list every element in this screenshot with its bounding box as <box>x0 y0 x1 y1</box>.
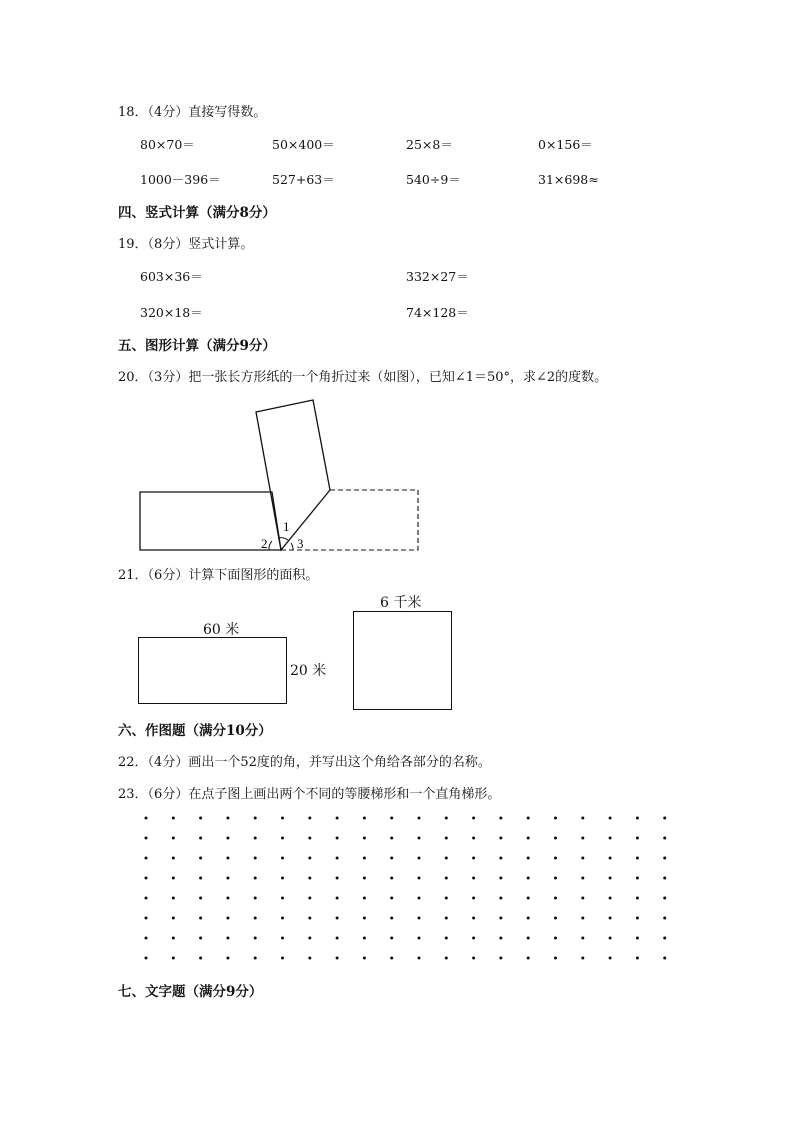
grid-dot <box>336 877 339 880</box>
section-5-heading: 五、图形计算（满分9分） <box>118 338 276 354</box>
grid-dot <box>472 877 475 880</box>
grid-dot <box>199 857 202 860</box>
grid-dot <box>581 937 584 940</box>
grid-dot <box>499 857 502 860</box>
grid-dot <box>390 837 393 840</box>
grid-dot <box>554 897 557 900</box>
q18-item: 1000－396＝ <box>140 172 221 187</box>
grid-dot <box>363 877 366 880</box>
grid-dot <box>226 917 229 920</box>
folded-flap <box>256 400 330 550</box>
grid-dot <box>472 817 475 820</box>
grid-dot <box>418 877 421 880</box>
grid-dot <box>609 857 612 860</box>
grid-dot <box>308 957 311 960</box>
grid-dot <box>418 917 421 920</box>
grid-dot <box>308 897 311 900</box>
grid-dot <box>554 817 557 820</box>
grid-dot <box>145 917 148 920</box>
grid-dot <box>363 957 366 960</box>
grid-dot <box>418 837 421 840</box>
grid-dot <box>527 957 530 960</box>
q18-item: 540÷9＝ <box>406 172 461 187</box>
grid-dot <box>226 817 229 820</box>
grid-dot <box>226 897 229 900</box>
grid-dot <box>199 917 202 920</box>
q20-title: 20．（3分）把一张长方形纸的一个角折过来（如图），已知∠1＝50°，求∠2的度数。 <box>118 370 608 385</box>
q18-item: 527+63＝ <box>272 172 335 187</box>
grid-dot <box>254 877 257 880</box>
grid-dot <box>527 877 530 880</box>
grid-dot <box>418 957 421 960</box>
grid-dot <box>254 857 257 860</box>
grid-dot <box>663 877 666 880</box>
rectangle-height-label: 20 米 <box>290 663 327 679</box>
grid-dot <box>281 817 284 820</box>
grid-dot <box>390 817 393 820</box>
grid-dot <box>663 857 666 860</box>
grid-dot <box>172 877 175 880</box>
grid-dot <box>472 897 475 900</box>
rectangle-shape <box>138 637 287 704</box>
grid-dot <box>418 857 421 860</box>
q19-title: 19．（8分）竖式计算。 <box>118 237 254 252</box>
grid-dot <box>663 937 666 940</box>
grid-dot <box>363 837 366 840</box>
grid-dot <box>445 837 448 840</box>
grid-dot <box>499 837 502 840</box>
grid-dot <box>609 937 612 940</box>
grid-dot <box>254 917 257 920</box>
grid-dot <box>418 897 421 900</box>
grid-dot <box>363 817 366 820</box>
grid-dot <box>226 937 229 940</box>
grid-dot <box>554 957 557 960</box>
angle-3-arc <box>291 543 293 550</box>
grid-dot <box>663 917 666 920</box>
folded-paper-figure <box>136 398 426 558</box>
grid-dot <box>281 897 284 900</box>
grid-dot <box>499 897 502 900</box>
q19-item: 74×128＝ <box>406 305 469 320</box>
paper-left-part <box>140 492 281 550</box>
grid-dot <box>172 837 175 840</box>
grid-dot <box>226 857 229 860</box>
angle-1-label: 1 <box>283 519 290 534</box>
grid-dot <box>226 837 229 840</box>
grid-dot <box>445 857 448 860</box>
grid-dot <box>472 837 475 840</box>
grid-dot <box>390 877 393 880</box>
grid-dot <box>554 837 557 840</box>
grid-dot <box>499 937 502 940</box>
grid-dot <box>254 817 257 820</box>
grid-dot <box>527 897 530 900</box>
grid-dot <box>636 897 639 900</box>
grid-dot <box>281 857 284 860</box>
grid-dot <box>445 937 448 940</box>
grid-dot <box>145 817 148 820</box>
grid-dot <box>172 857 175 860</box>
grid-dot <box>636 937 639 940</box>
grid-dot <box>445 897 448 900</box>
square-shape <box>353 611 452 710</box>
grid-dot <box>445 817 448 820</box>
section-4-heading: 四、竖式计算（满分8分） <box>118 205 276 221</box>
grid-dot <box>527 937 530 940</box>
grid-dot <box>527 857 530 860</box>
grid-dot <box>581 897 584 900</box>
grid-dot <box>472 917 475 920</box>
q22-title: 22．（4分）画出一个52度的角，并写出这个角给各部分的名称。 <box>118 755 491 770</box>
grid-dot <box>254 957 257 960</box>
grid-dot <box>636 957 639 960</box>
grid-dot <box>609 917 612 920</box>
grid-dot <box>281 957 284 960</box>
grid-dot <box>609 897 612 900</box>
grid-dot <box>308 937 311 940</box>
grid-dot <box>172 937 175 940</box>
grid-dot <box>390 897 393 900</box>
q18-title: 18．（4分）直接写得数。 <box>118 105 267 120</box>
grid-dot <box>581 877 584 880</box>
q18-item: 31×698≈ <box>538 172 599 187</box>
grid-dot <box>172 897 175 900</box>
grid-dot <box>554 917 557 920</box>
grid-dot <box>472 937 475 940</box>
grid-dot <box>609 957 612 960</box>
grid-dot <box>336 897 339 900</box>
grid-dot <box>390 857 393 860</box>
angle-2-arc <box>269 541 272 550</box>
q19-item: 320×18＝ <box>140 305 203 320</box>
grid-dot <box>336 937 339 940</box>
grid-dot <box>336 857 339 860</box>
grid-dot <box>145 837 148 840</box>
grid-dot <box>199 897 202 900</box>
q21-title: 21．（6分）计算下面图形的面积。 <box>118 568 319 583</box>
q23-title: 23．（6分）在点子图上画出两个不同的等腰梯形和一个直角梯形。 <box>118 787 501 802</box>
grid-dot <box>254 837 257 840</box>
grid-dot <box>172 917 175 920</box>
grid-dot <box>336 837 339 840</box>
grid-dot <box>636 857 639 860</box>
grid-dot <box>281 937 284 940</box>
grid-dot <box>363 917 366 920</box>
grid-dot <box>663 897 666 900</box>
grid-dot <box>445 917 448 920</box>
grid-dot <box>581 917 584 920</box>
grid-dot <box>226 877 229 880</box>
grid-dot <box>554 937 557 940</box>
grid-dot <box>336 817 339 820</box>
grid-dot <box>172 817 175 820</box>
grid-dot <box>636 917 639 920</box>
grid-dot <box>172 957 175 960</box>
grid-dot <box>145 857 148 860</box>
grid-dot <box>363 897 366 900</box>
grid-dot <box>636 877 639 880</box>
grid-dot <box>254 937 257 940</box>
grid-dot <box>254 897 257 900</box>
grid-dot <box>308 877 311 880</box>
angle-3-label: 3 <box>297 536 304 551</box>
grid-dot <box>281 837 284 840</box>
grid-dot <box>145 957 148 960</box>
grid-dot <box>281 917 284 920</box>
q18-item: 0×156＝ <box>538 137 593 152</box>
grid-dot <box>308 857 311 860</box>
grid-dot <box>527 837 530 840</box>
grid-dot <box>581 817 584 820</box>
grid-dot <box>390 957 393 960</box>
grid-dot <box>581 957 584 960</box>
q19-item: 603×36＝ <box>140 269 203 284</box>
grid-dot <box>308 817 311 820</box>
grid-dot <box>445 957 448 960</box>
q19-item: 332×27＝ <box>406 269 469 284</box>
grid-dot <box>418 817 421 820</box>
grid-dot <box>363 937 366 940</box>
grid-dot <box>472 957 475 960</box>
q18-item: 80×70＝ <box>140 137 195 152</box>
grid-dot <box>499 917 502 920</box>
grid-dot <box>663 817 666 820</box>
grid-dot <box>554 877 557 880</box>
grid-dot <box>145 937 148 940</box>
grid-dot <box>336 957 339 960</box>
q18-item: 25×8＝ <box>406 137 453 152</box>
grid-dot <box>199 877 202 880</box>
rectangle-width-label: 60 米 <box>203 622 240 638</box>
grid-dot <box>527 817 530 820</box>
q18-item: 50×400＝ <box>272 137 335 152</box>
grid-dot <box>199 957 202 960</box>
grid-dot <box>581 857 584 860</box>
grid-dot <box>418 937 421 940</box>
grid-dot <box>581 837 584 840</box>
grid-dot <box>554 857 557 860</box>
section-7-heading: 七、文字题（满分9分） <box>118 984 263 1000</box>
grid-dot <box>499 957 502 960</box>
grid-dot <box>609 817 612 820</box>
grid-dot <box>281 877 284 880</box>
grid-dot <box>336 917 339 920</box>
grid-dot <box>636 817 639 820</box>
grid-dot <box>609 877 612 880</box>
grid-dot <box>308 917 311 920</box>
grid-dot <box>527 917 530 920</box>
grid-dot <box>663 837 666 840</box>
grid-dot <box>199 817 202 820</box>
grid-dot <box>445 877 448 880</box>
grid-dot <box>609 837 612 840</box>
square-side-label: 6 千米 <box>380 595 422 611</box>
grid-dot <box>145 897 148 900</box>
grid-dot <box>472 857 475 860</box>
grid-dot <box>663 957 666 960</box>
grid-dot <box>390 917 393 920</box>
grid-dot <box>363 857 366 860</box>
grid-dot <box>499 817 502 820</box>
grid-dot <box>199 837 202 840</box>
grid-dot <box>145 877 148 880</box>
grid-dot <box>308 837 311 840</box>
angle-2-label: 2 <box>261 536 268 551</box>
grid-dot <box>499 877 502 880</box>
section-6-heading: 六、作图题（满分10分） <box>118 723 272 739</box>
dot-grid <box>132 808 684 968</box>
grid-dot <box>199 937 202 940</box>
grid-dot <box>636 837 639 840</box>
grid-dot <box>390 937 393 940</box>
grid-dot <box>226 957 229 960</box>
